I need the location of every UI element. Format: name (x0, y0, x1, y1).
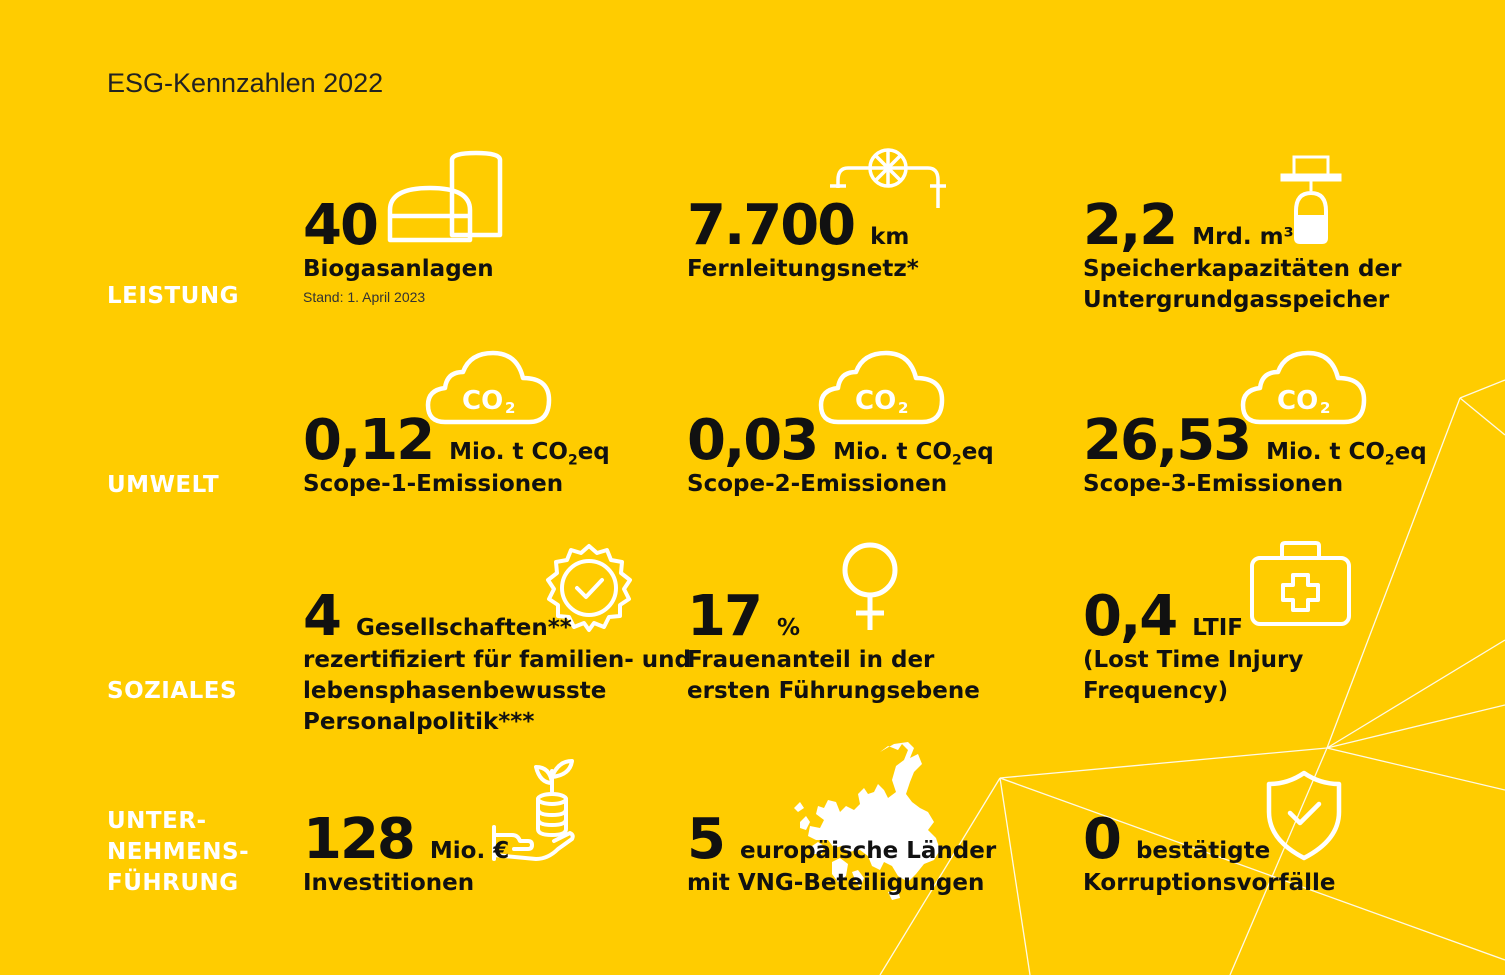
stat-women (687, 584, 980, 707)
svg-text:2: 2 (505, 399, 516, 417)
stat-label: Scope-2-Emissionen (687, 471, 948, 497)
svg-text:CO: CO (1277, 386, 1319, 416)
stat-label: Scope-1-Emissionen (303, 471, 564, 497)
stat-value: 7.700 (687, 193, 855, 258)
stat-label: rezertifiziert für familien- und (303, 647, 692, 673)
stat-storage (1083, 193, 1402, 316)
stat-value: 0,12 (303, 408, 434, 473)
page-title: ESG-Kennzahlen 2022 (107, 68, 384, 98)
stat-countries (687, 807, 997, 899)
stat-unit: % (776, 615, 800, 641)
stat-unit: Mrd. m³ (1192, 224, 1294, 250)
stat-label: Korruptionsvorfälle (1083, 870, 1336, 896)
stat-value: 4 (303, 584, 340, 649)
stat-label: ersten Führungsebene (687, 678, 980, 704)
stat-unit: Mio. t $CO_2eq$ (1266, 439, 1427, 469)
category-leistung: LEISTUNG (107, 283, 239, 309)
stat-unit: LTIF (1192, 615, 1244, 641)
svg-text:2: 2 (898, 399, 909, 417)
stat-unit: Mio. € (429, 838, 510, 864)
stat-label: Speicherkapazitäten der (1083, 256, 1402, 282)
category-line: UNTER- (107, 808, 207, 834)
stat-ltif (1083, 584, 1304, 707)
stat-label: Frauenanteil in der (687, 647, 935, 673)
stat-value: 2,2 (1083, 193, 1177, 258)
stat-value: 0 (1083, 807, 1120, 872)
stat-note: Stand: 1. April 2023 (303, 289, 426, 305)
stat-value: 17 (687, 584, 761, 649)
stat-scope3 (1083, 408, 1427, 500)
stat-value: 26,53 (1083, 408, 1251, 473)
category-soziales: SOZIALES (107, 678, 238, 704)
svg-text:2: 2 (1320, 399, 1331, 417)
category-umwelt: UMWELT (107, 472, 220, 498)
stat-corruption (1083, 807, 1336, 899)
stat-scope1 (303, 408, 610, 500)
stat-unit: km (870, 224, 910, 250)
stat-label: Investitionen (303, 870, 475, 896)
stat-value: 5 (687, 807, 724, 872)
stat-label: Fernleitungsnetz* (687, 256, 919, 282)
stat-certified (303, 584, 692, 738)
stat-label: Personalpolitik*** (303, 709, 535, 735)
stat-unit: Mio. t $CO_2eq$ (833, 439, 994, 469)
stat-unit: Mio. t $CO_2eq$ (449, 439, 610, 469)
stat-pipeline (687, 193, 919, 285)
stat-label: (Lost Time Injury (1083, 647, 1304, 673)
svg-text:CO: CO (462, 386, 504, 416)
stat-label: Frequency) (1083, 678, 1229, 704)
stat-unit: europäische Länder (739, 838, 997, 864)
stat-label: lebensphasenbewusste (303, 678, 607, 704)
stat-unit: bestätigte (1135, 838, 1271, 864)
stat-invest (303, 807, 510, 899)
stat-label: Biogasanlagen (303, 256, 494, 282)
svg-text:CO: CO (855, 386, 897, 416)
stat-scope2 (687, 408, 994, 500)
stat-label: Scope-3-Emissionen (1083, 471, 1344, 497)
stat-label: Untergrundgasspeicher (1083, 287, 1390, 313)
stat-value: 40 (303, 193, 377, 258)
stat-biogas (303, 193, 494, 305)
category-unternehmensfuehrung (107, 806, 249, 899)
stat-label: mit VNG-Beteiligungen (687, 870, 985, 896)
stat-value: 0,4 (1083, 584, 1177, 649)
stat-value: 0,03 (687, 408, 818, 473)
stat-value: 128 (303, 807, 414, 872)
category-line: NEHMENS- (107, 839, 250, 865)
category-line: FÜHRUNG (107, 870, 239, 896)
stat-unit: Gesellschaften** (355, 615, 572, 641)
